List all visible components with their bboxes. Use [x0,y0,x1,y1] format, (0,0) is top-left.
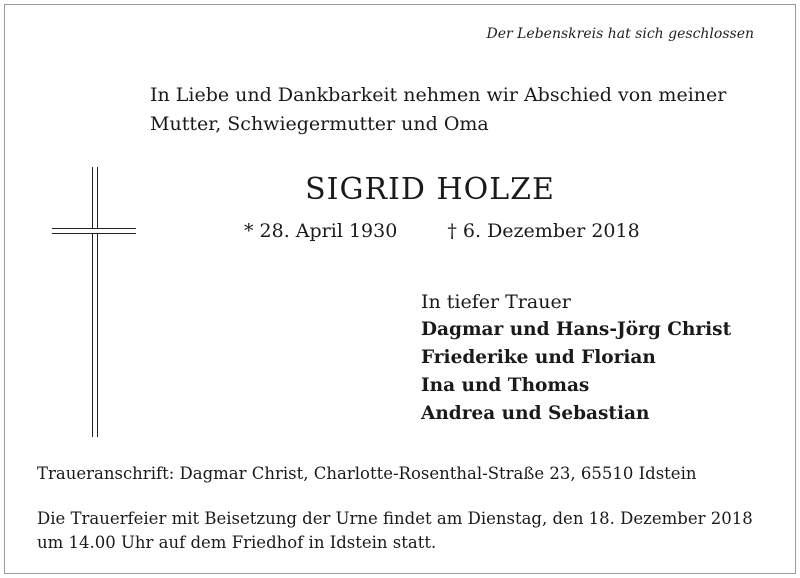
service-line-2: um 14.00 Uhr auf dem Friedhof in Idstein statt. [37,533,437,552]
funeral-service-info [37,507,777,555]
mourning-lead: In tiefer Trauer [421,291,571,313]
intro-text [150,81,770,139]
motto: Der Lebenskreis hat sich geschlossen [486,26,754,42]
service-line-1: Die Trauerfeier mit Beisetzung der Urne findet am Dienstag, den 18. Dezember 2018 [37,509,753,528]
birth-date: * 28. April 1930 [244,220,398,242]
deceased-name: SIGRID HOLZE [305,172,555,207]
life-dates [244,220,640,242]
mourner-family: Friederike und Florian [421,347,656,368]
mourner-family: Andrea und Sebastian [421,403,650,424]
cross-icon [52,167,136,437]
mourners-block [421,288,731,428]
mourner-family: Ina und Thomas [421,375,590,396]
cross-horizontal-beam [52,228,136,234]
mourner-family: Dagmar und Hans-Jörg Christ [421,319,732,340]
cross-vertical-beam [92,167,98,437]
intro-line-1: In Liebe und Dankbarkeit nehmen wir Abschied von meiner [150,84,727,106]
intro-line-2: Mutter, Schwiegermutter und Oma [150,113,489,135]
mourning-address: Traueranschrift: Dagmar Christ, Charlotte-Rosenthal-Straße 23, 65510 Idstein [37,464,697,483]
death-date: † 6. Dezember 2018 [447,220,640,242]
